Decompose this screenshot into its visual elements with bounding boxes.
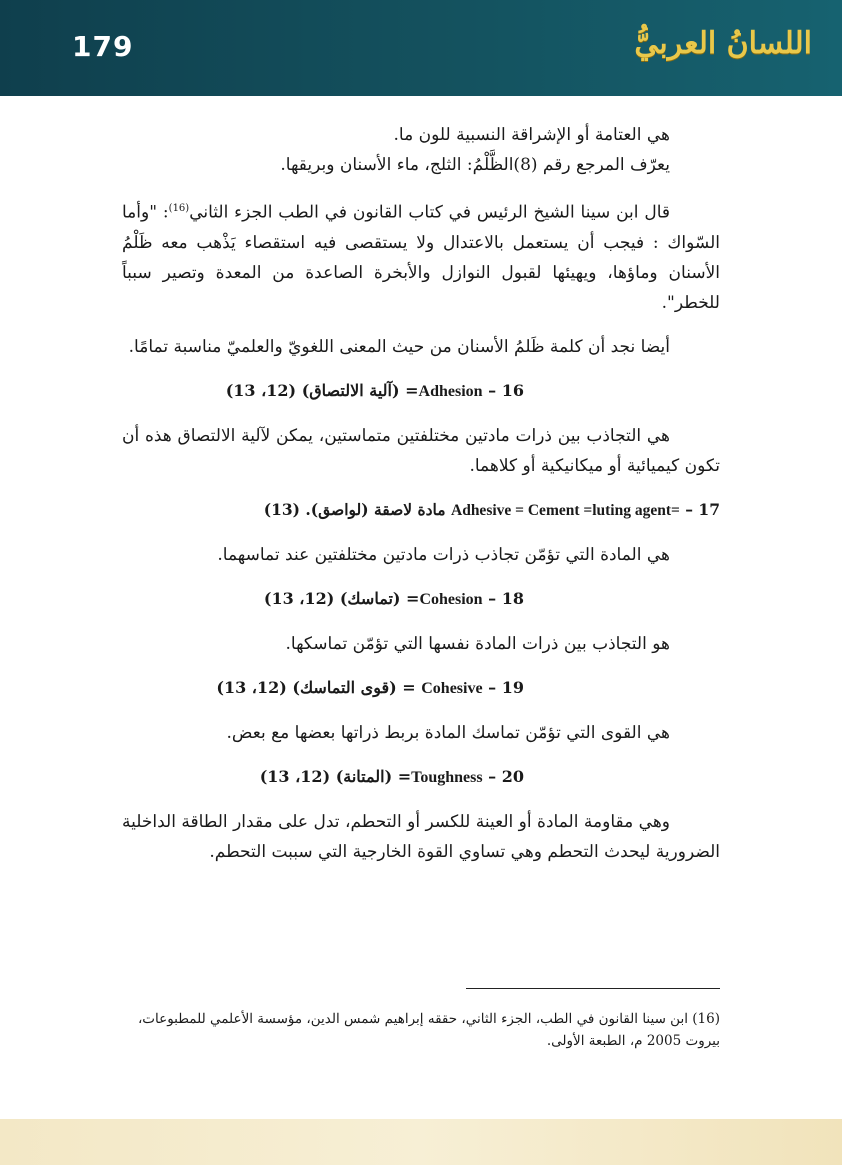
paragraph: أيضا نجد أن كلمة ظَلمُ الأسنان من حيث المعنى اللغويّ والعلميّ مناسبة تمامًا. — [128, 336, 670, 357]
paragraph-quote-intro — [122, 194, 720, 318]
term-arabic: = (قوى التماسك) (12، 13) — [216, 677, 416, 697]
term-definition-18: هو التجاذب بين ذرات المادة نفسها التي تؤمّن تماسكها. — [285, 633, 670, 654]
term-number: 19 – — [488, 677, 524, 697]
term-english: Cohesive — [421, 679, 483, 697]
journal-logo: اللسانُ العربيُّ — [634, 26, 812, 61]
term-number: 18 – — [488, 588, 524, 608]
paragraph: يعرّف المرجع رقم (8)الظَّلْمُ: الثلج، ماء الأسنان وبريقها. — [280, 155, 670, 175]
term-number: 16 – — [488, 380, 524, 400]
term-english: Adhesion — [418, 382, 483, 400]
paragraph-text: قال ابن سينا الشيخ الرئيس في كتاب القانون في الطب الجزء الثاني — [189, 202, 670, 223]
term-heading-17 — [122, 495, 720, 526]
page-number: 179 — [72, 30, 134, 63]
footnote-separator — [466, 988, 720, 989]
term-arabic: = (آلية الالتصاق) (12، 13) — [225, 380, 419, 400]
term-definition-16: هي التجاذب بين ذرات مادتين مختلفتين متماستين، يمكن لآلية الالتصاق هذه أن تكون كيميائية أو ميكانيكية أو كلاهما. — [122, 425, 720, 476]
term-definition-20: وهي مقاومة المادة أو العينة للكسر أو التحطم، تدل على مقدار الطاقة الداخلية الضرورية ليحدث التحطم وهي تساوي القوة الخارجية التي سببت التحطم. — [122, 811, 720, 862]
term-number: 20 – — [488, 766, 524, 786]
footnote-ref: (16) — [168, 203, 190, 214]
term-english: Adhesive = Cement =luting agent= — [451, 501, 680, 519]
term-arabic: مادة لاصقة (لواصق). (13) — [263, 499, 446, 519]
term-definition-17: هي المادة التي تؤمّن تجاذب ذرات مادتين مختلفتين عند تماسهما. — [217, 544, 670, 565]
footnote: (16) ابن سينا القانون في الطب، الجزء الثاني، حققه إبراهيم شمس الدين، مؤسسة الأعلمي للمطبوعات، بيروت 2005 م، الطبعة الأولى. — [137, 1011, 720, 1049]
term-definition-19: هي القوى التي تؤمّن تماسك المادة بربط ذراتها بعضها مع بعض. — [226, 722, 670, 743]
quote-text: "وأما السّواك : فيجب أن يستعمل بالاعتدال ولا يستقصى فيه استقصاء يَذْهب معه ظَلْمُ الأسنان وماؤها، ويهيئها لقبول النوازل والأبخرة الصاعدة من المعدة وتصير سبباً للخطر". — [122, 202, 720, 313]
term-heading-16 — [122, 376, 720, 407]
term-english: Toughness — [411, 768, 483, 786]
page-footer-band — [0, 1119, 842, 1165]
term-heading-18 — [122, 584, 720, 615]
colon: : — [162, 202, 169, 223]
term-heading-20 — [122, 762, 720, 793]
term-english: Cohesion — [419, 590, 483, 608]
term-arabic: = (المتانة) (12، 13) — [259, 766, 412, 786]
term-heading-19 — [122, 673, 720, 704]
paragraph: هي العتامة أو الإشراقة النسبية للون ما. — [393, 125, 670, 145]
term-number: 17 – — [685, 499, 720, 519]
page-header — [0, 0, 842, 96]
term-arabic: = (تماسك) (12، 13) — [263, 588, 420, 608]
page-body — [122, 120, 720, 867]
